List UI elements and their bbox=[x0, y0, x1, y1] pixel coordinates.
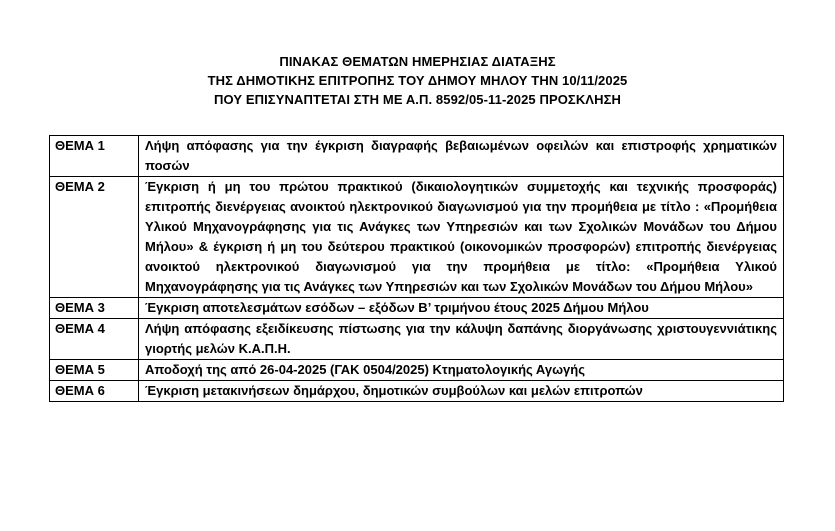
item-description: Έγκριση αποτελεσμάτων εσόδων – εξόδων Β’ τριμήνου έτους 2025 Δήμου Μήλου bbox=[139, 298, 784, 319]
heading-line-3: ΠΟΥ ΕΠΙΣΥΝΑΠΤΕΤΑΙ ΣΤΗ ΜΕ Α.Π. 8592/05-11-2025 ΠΡΟΣΚΛΗΣΗ bbox=[214, 92, 621, 107]
item-label: ΘΕΜΑ 3 bbox=[50, 298, 139, 319]
item-label: ΘΕΜΑ 1 bbox=[50, 136, 139, 177]
table-row bbox=[50, 136, 784, 177]
item-label: ΘΕΜΑ 2 bbox=[50, 177, 139, 298]
item-label: ΘΕΜΑ 6 bbox=[50, 381, 139, 402]
document-heading bbox=[0, 52, 835, 109]
table-row bbox=[50, 360, 784, 381]
item-description: Λήψη απόφασης εξειδίκευσης πίστωσης για την κάλυψη δαπάνης διοργάνωσης χριστουγεννιάτικης γιορτής μελών Κ.Α.Π.Η. bbox=[139, 319, 784, 360]
table-row bbox=[50, 177, 784, 298]
item-description: Λήψη απόφασης για την έγκριση διαγραφής βεβαιωμένων οφειλών και επιστροφής χρηματικών ποσών bbox=[139, 136, 784, 177]
table-row bbox=[50, 381, 784, 402]
heading-line-2: ΤΗΣ ΔΗΜΟΤΙΚΗΣ ΕΠΙΤΡΟΠΗΣ ΤΟΥ ΔΗΜΟΥ ΜΗΛΟΥ ΤΗΝ 10/11/2025 bbox=[207, 73, 628, 88]
item-description: Αποδοχή της από 26-04-2025 (ΓΑΚ 0504/2025) Κτηματολογικής Αγωγής bbox=[139, 360, 784, 381]
item-description: Έγκριση ή μη του πρώτου πρακτικού (δικαιολογητικών συμμετοχής και τεχνικής προσφοράς) επιτροπής διενέργειας ανοικτού ηλεκτρονικού διαγωνισμού για την προμήθεια με τίτλο : «Προμήθεια Υλικού Μηχανογράφησης για τις Ανάγκες των Υπηρεσιών και των Σχολικών Μονάδων του Δήμου Μήλου» & έγκριση ή μη του δεύτερου πρακτικού (οικονομικών προσφορών) επιτροπής διενέργειας ανοικτού ηλεκτρονικού διαγωνισμού για την προμήθεια με τίτλο: «Προμήθεια Υλικού Μηχανογράφησης για τις Ανάγκες των Υπηρεσιών και των Σχολικών Μονάδων του Δήμου Μήλου» bbox=[139, 177, 784, 298]
table-row bbox=[50, 298, 784, 319]
item-label: ΘΕΜΑ 4 bbox=[50, 319, 139, 360]
table-row bbox=[50, 319, 784, 360]
item-description: Έγκριση μετακινήσεων δημάρχου, δημοτικών συμβούλων και μελών επιτροπών bbox=[139, 381, 784, 402]
item-label: ΘΕΜΑ 5 bbox=[50, 360, 139, 381]
heading-line-1: ΠΙΝΑΚΑΣ ΘΕΜΑΤΩΝ ΗΜΕΡΗΣΙΑΣ ΔΙΑΤΑΞΗΣ bbox=[279, 54, 556, 69]
agenda-table bbox=[49, 135, 784, 402]
